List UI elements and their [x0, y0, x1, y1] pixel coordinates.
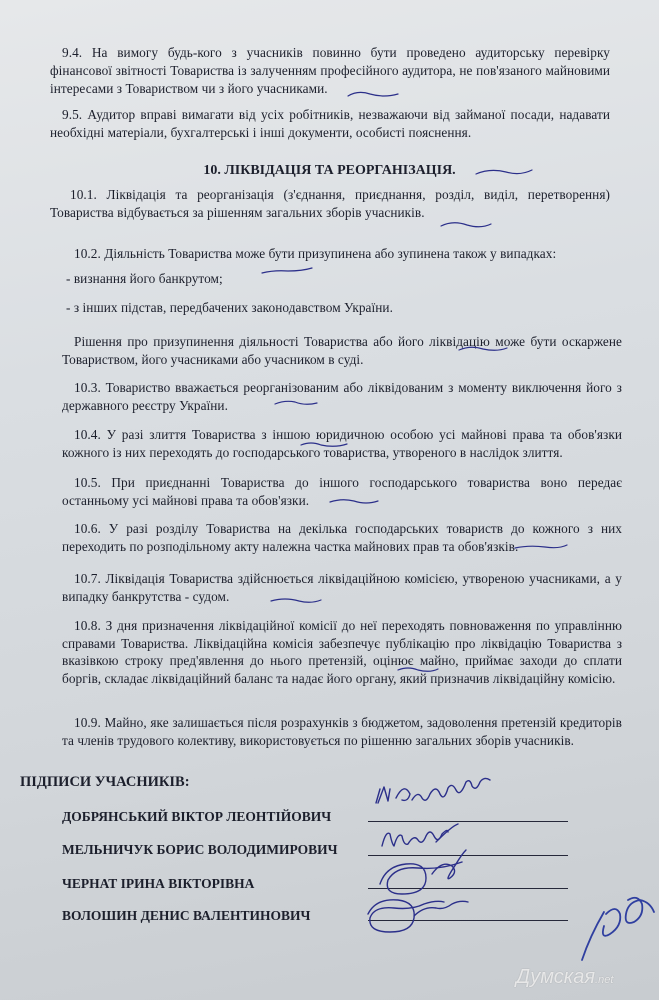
paragraph-10-2-b: - з інших підстав, передбачених законодавством України. [66, 300, 393, 315]
paragraph-9-4: 9.4. На вимогу будь-кого з учасників повинно бути проведено аудиторську перевірку фінансової звітності Товариства із залученням професійного аудитора, не пов'язаного майновими інтересами з Товариством чи з його учасниками. [50, 45, 610, 96]
signature-line [368, 920, 568, 921]
paragraph-10-2: 10.2. Діяльність Товариства може бути призупинена або зупинена також у випадках: [74, 246, 557, 261]
site-watermark [516, 966, 613, 989]
paragraph-10-5: 10.5. При приєднанні Товариства до іншого господарського товариства воно передає останньому усі майнові права та обов'язки. [62, 475, 622, 508]
signature-line [368, 855, 568, 856]
section-title: 10. ЛІКВІДАЦІЯ ТА РЕОРГАНІЗАЦІЯ. [203, 163, 456, 178]
paragraph-10-2-a: - визнання його банкрутом; [66, 271, 223, 286]
watermark-brand: Думская [516, 966, 596, 988]
paragraph-10-6: 10.6. У разі розділу Товариства на декілька господарських товариств до кожного з них переходить по розподільному акту належна частка майнових прав та обов'язків. [62, 521, 622, 554]
paragraph-10-1: 10.1. Ліквідація та реорганізація (з'єднання, приєднання, розділ, виділ, перетворення) Товариства відбувається за рішенням загальних зборів учасників. [50, 187, 610, 220]
paragraph-10-8: 10.8. З дня призначення ліквідаційної комісії до неї переходять повноваження по управлінню справами Товариства. Ліквідаційна комісія забезпечує публікацію про ліквідацію Товариства з вказівкою строку пред'явлення до нього претензій, оцінює майно, приймає заходи до сплати боргів, складає ліквідаційний баланс та надає його органу, який призначив ліквідаційну комісію. [62, 618, 622, 686]
signatory-name: ДОБРЯНСЬКИЙ ВІКТОР ЛЕОНТІЙОВИЧ [62, 809, 332, 824]
signatory-name: ЧЕРНАТ ІРИНА ВІКТОРІВНА [62, 876, 255, 891]
signatory-name: ВОЛОШИН ДЕНИС ВАЛЕНТИНОВИЧ [62, 908, 311, 923]
signature-line [368, 888, 568, 889]
paragraph-10-2-appeal: Рішення про призупинення діяльності Товариства або його ліквідацію може бути оскаржене Товариством, його учасниками або учасником в суді. [62, 334, 622, 367]
paragraph-10-4: 10.4. У разі злиття Товариства з іншою юридичною особою усі майнові права та обов'язки кожного із них переходять до господарського товариства, утвореного в наслідок злиття. [62, 427, 622, 460]
signatory-name: МЕЛЬНИЧУК БОРИС ВОЛОДИМИРОВИЧ [62, 842, 338, 857]
paragraph-10-3: 10.3. Товариство вважається реорганізованим або ліквідованим з моменту виключення його з державного реєстру України. [62, 380, 622, 413]
watermark-suffix: .net [595, 974, 614, 986]
paragraph-9-5: 9.5. Аудитор вправі вимагати від усіх робітників, незважаючи від займаної посади, надавати необхідні матеріали, бухгалтерські і інші документи, особисті пояснення. [50, 107, 610, 140]
signature-line [368, 821, 568, 822]
signatures-title: ПІДПИСИ УЧАСНИКІВ: [20, 774, 190, 790]
paragraph-10-7: 10.7. Ліквідація Товариства здійснюється ліквідаційною комісією, утвореною учасниками, а у випадку банкрутства - судом. [62, 571, 622, 604]
paragraph-10-9: 10.9. Майно, яке залишається після розрахунків з бюджетом, задоволення претензій кредиторів та членів трудового колективу, використовується по рішенню загальних зборів учасників. [62, 715, 622, 748]
